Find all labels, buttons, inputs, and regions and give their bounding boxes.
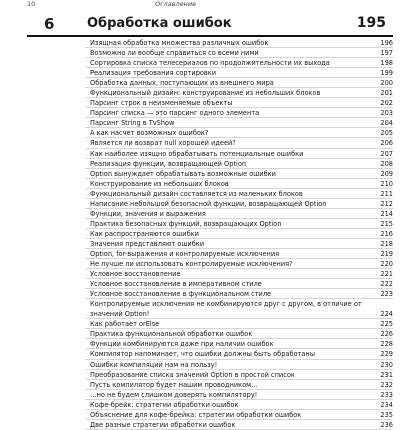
toc-entry-title: Конструирование из небольших блоков	[90, 179, 229, 188]
toc-entry	[85, 329, 393, 339]
toc-entry-page: 197	[380, 49, 393, 58]
toc-entry	[85, 390, 393, 400]
toc-entry	[85, 349, 393, 359]
toc-entry	[85, 219, 393, 229]
toc-entry	[85, 149, 393, 159]
toc-entry-title: Пусть компилятор будет нашим проводником…	[90, 380, 258, 389]
toc-entry	[85, 229, 393, 239]
toc-entry-title: Изящная обработка множества различных ошибок	[90, 39, 269, 47]
toc-entry	[85, 360, 393, 370]
toc-entry	[85, 159, 393, 169]
toc-entry-title: Практика функциональной обработки ошибок	[90, 330, 253, 339]
toc-entry	[85, 68, 393, 78]
toc-entry	[85, 249, 393, 259]
toc-entry-title: Как распространяются ошибки	[90, 229, 199, 238]
toc-entry	[85, 78, 393, 88]
running-head-page-number: 10	[27, 0, 36, 8]
toc-entry-page: 205	[380, 129, 393, 138]
toc-entry-page: 223	[380, 290, 393, 299]
toc-entry	[85, 88, 393, 98]
toc-entry-title: Кофе-брейк: стратегии обработки ошибок	[90, 400, 239, 409]
toc-entry-page: 210	[380, 179, 393, 188]
toc-entry-title: Контролируемые исключения не комбинируются друг с другом, в отличие от значений Option!	[90, 300, 362, 319]
toc-entry-page: 224	[380, 310, 393, 319]
toc-entry	[85, 209, 393, 219]
toc-entry	[85, 420, 393, 430]
toc-entry	[85, 199, 393, 209]
toc-entry-page: 233	[380, 390, 393, 399]
running-head-title: Оглавление	[155, 0, 197, 8]
toc-entry-page: 231	[380, 370, 393, 379]
toc-entry-title: Значения представляют ошибки	[90, 239, 205, 248]
toc-entry-page: 196	[380, 39, 393, 47]
toc-entry	[85, 108, 393, 118]
toc-entry-page: 208	[380, 159, 393, 168]
running-head	[0, 0, 420, 9]
toc-entry-page: 235	[380, 410, 393, 419]
toc-entry-title: Преобразование списка значений Option в простой список	[90, 370, 295, 379]
chapter-title: Обработка ошибок	[87, 16, 232, 31]
toc-entry	[85, 410, 393, 420]
toc-entry-page: 198	[380, 59, 393, 68]
toc-entry-title: Сортировка списка телесериалов по продолжительности их выхода	[90, 59, 330, 68]
toc-entry	[85, 299, 393, 319]
toc-entry	[85, 239, 393, 249]
toc-entry	[85, 400, 393, 410]
toc-entry	[85, 138, 393, 148]
toc-entry-page: 229	[380, 350, 393, 359]
toc-entry-title: …но не будем слишком доверять компилятору!	[90, 390, 258, 399]
toc-entry-title: Условное восстановление в императивном стиле	[90, 280, 262, 289]
toc-entry	[85, 169, 393, 179]
toc-entry-page: 234	[380, 400, 393, 409]
toc-entry	[85, 98, 393, 108]
toc-entry	[85, 339, 393, 349]
toc-entry-title: Условное восстановление	[90, 270, 181, 279]
toc-entry-page: 236	[380, 420, 393, 429]
toc-entry	[85, 48, 393, 58]
toc-entry	[85, 259, 393, 269]
toc-entry	[85, 279, 393, 289]
toc-entry	[85, 380, 393, 390]
toc-entry-page: 232	[380, 380, 393, 389]
toc-entry	[85, 289, 393, 299]
toc-entry-page: 211	[380, 189, 393, 198]
toc-entry-page: 207	[380, 149, 393, 158]
toc-entry-page: 206	[380, 139, 393, 148]
toc-entry-title: Парсинг списка — это парсинг одного элемента	[90, 109, 260, 118]
toc-entry-page: 203	[380, 109, 393, 118]
toc-entry-page: 214	[380, 209, 393, 218]
toc-entry-title: Функции, значения и выражения	[90, 209, 206, 218]
toc-entry-page: 209	[380, 169, 393, 178]
toc-entry	[85, 118, 393, 128]
toc-entry-title: Объяснение для кофе-брейка: стратегии обработки ошибок	[90, 410, 302, 419]
toc-entry	[85, 179, 393, 189]
chapter-number: 6	[44, 15, 55, 33]
toc-entry-page: 225	[380, 320, 393, 329]
toc-entry-title: Парсинг строк в неизменяемые объекты	[90, 99, 233, 108]
toc-entry	[85, 319, 393, 329]
toc-entry-page: 222	[380, 280, 393, 289]
toc-entry-title: Условное восстановление в функциональном стиле	[90, 290, 272, 299]
toc-entry-page: 226	[380, 330, 393, 339]
toc-entry-page: 199	[380, 69, 393, 78]
toc-entry-title: Реализация функции, возвращающей Option	[90, 159, 247, 168]
toc-entry-page: 218	[380, 239, 393, 248]
toc-entry-title: Возможно ли вообще справиться со всеми ними	[90, 49, 259, 58]
toc-entry-page: 212	[380, 199, 393, 208]
toc-entry-title: Как наиболее изящно обрабатывать потенциальные ошибки	[90, 149, 304, 158]
toc-entry-page: 201	[380, 89, 393, 98]
toc-entry-page: 216	[380, 229, 393, 238]
toc-entry-title: Реализация требования сортировки	[90, 69, 217, 78]
toc-entry-title: Option вынуждает обрабатывать возможные ошибки	[90, 169, 276, 178]
toc-entry-page: 200	[380, 79, 393, 88]
toc-entry-title: Как работает orElse	[90, 320, 160, 329]
toc-entry-page: 204	[380, 119, 393, 128]
toc-entry	[85, 370, 393, 380]
toc-entry-page: 220	[380, 260, 393, 269]
toc-entry-title: Парсинг String в TvShow	[90, 119, 175, 128]
toc-entry-title: Функциональный дизайн: конструирование из небольших блоков	[90, 89, 321, 98]
toc-entry-title: Является ли возврат null хорошей идеей?	[90, 139, 236, 148]
toc-entry-title: Написание небольшой безопасной функции, возвращающей Option	[90, 199, 327, 208]
toc-entry-title: Компилятор напоминает, что ошибки должны быть обработаны	[90, 350, 315, 359]
toc-entry-page: 228	[380, 340, 393, 349]
toc-entry-title: А как насчет возможных ошибок?	[90, 129, 209, 138]
toc-entry-page: 221	[380, 270, 393, 279]
toc-entry-title: Обработка данных, поступающих из внешнего мира	[90, 79, 274, 88]
toc-entry	[85, 128, 393, 138]
toc-entry-title: Функциональный дизайн составляется из маленьких блоков	[90, 189, 303, 198]
toc-entry-title: Ошибки компиляции нам на пользу!	[90, 360, 218, 369]
toc-entry	[85, 38, 393, 48]
toc-entry-title: Функции комбинируются даже при наличии ошибок	[90, 340, 274, 349]
toc-entry-title: Не лучше ли использовать контролируемые исключения?	[90, 260, 293, 269]
chapter-heading	[27, 13, 393, 37]
toc-entry	[85, 189, 393, 199]
toc-list	[0, 38, 420, 430]
toc-entry-title: Практика безопасных функций, возвращающих Option	[90, 219, 282, 228]
chapter-page: 195	[356, 15, 386, 31]
toc-entry-page: 219	[380, 249, 393, 258]
toc-entry-title: Две разные стратегии обработки ошибок	[90, 420, 236, 429]
toc-entry-page: 202	[380, 99, 393, 108]
toc-entry	[85, 58, 393, 68]
toc-entry-page: 230	[380, 360, 393, 369]
toc-entry-page: 215	[380, 219, 393, 228]
toc-entry	[85, 269, 393, 279]
toc-entry-title: Option, for-выражения и контролируемые исключения	[90, 249, 280, 258]
